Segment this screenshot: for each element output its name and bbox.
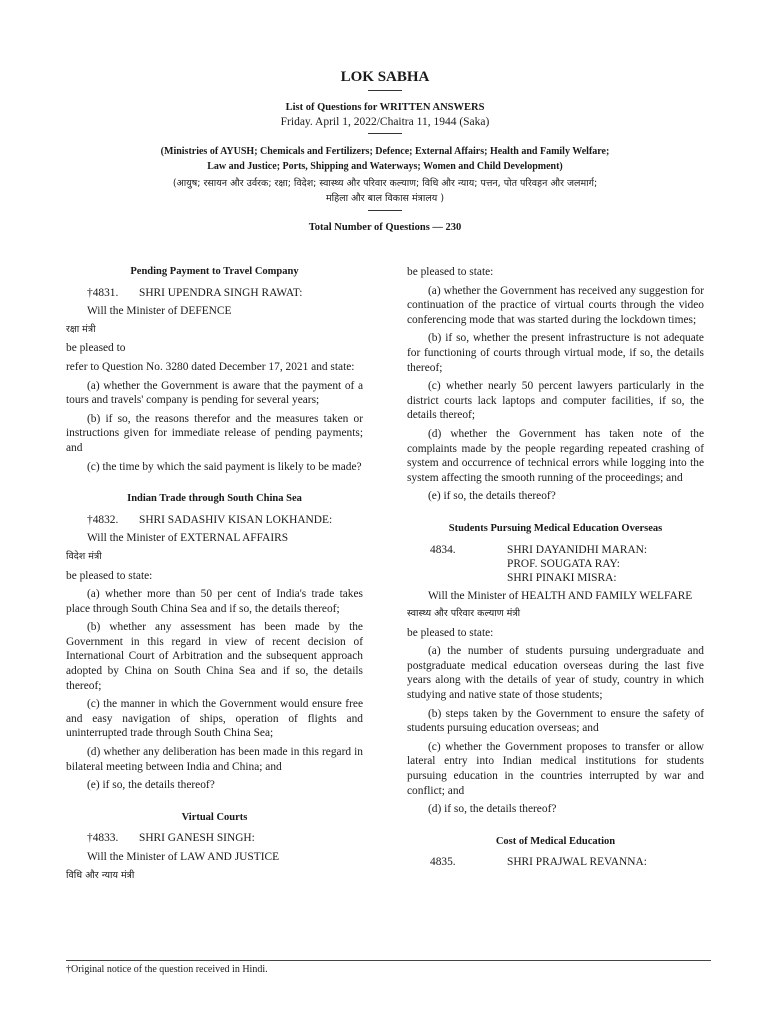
minister-line: Will the Minister of HEALTH AND FAMILY WELFARE <box>428 589 693 602</box>
hindi-ministries-line-2: महिला और बाल विकास मंत्रालय ) <box>325 193 445 204</box>
question-number: 4834. <box>430 543 456 556</box>
right-column <box>407 265 704 874</box>
member-name: SHRI SADASHIV KISAN LOKHANDE: <box>139 513 333 526</box>
hindi-ministries-list <box>0 176 770 206</box>
footnote: †Original notice of the question received in Hindi. <box>66 964 268 975</box>
page-title: LOK SABHA <box>340 69 430 85</box>
section-title: Virtual Courts <box>181 811 248 823</box>
question-line <box>66 513 363 528</box>
ministries-rule <box>368 210 402 211</box>
date-line: Friday. April 1, 2022/Chaitra 11, 1944 (Saka) <box>280 116 490 128</box>
hindi-minister: रक्षा मंत्री <box>66 323 96 335</box>
member-name: SHRI GANESH SINGH: <box>139 832 255 845</box>
section-title: Students Pursuing Medical Education Overseas <box>448 522 663 534</box>
part-b: (b) steps taken by the Government to ensure the safety of students pursuing education overseas; and <box>407 707 704 735</box>
question-line <box>66 286 363 301</box>
total-questions: Total Number of Questions — 230 <box>308 222 462 233</box>
section-title: Cost of Medical Education <box>495 835 616 847</box>
left-column <box>66 265 363 887</box>
member-name: SHRI DAYANIDHI MARAN: <box>507 543 648 556</box>
hindi-minister: स्वास्थ्य और परिवार कल्याण मंत्री <box>407 608 521 620</box>
part-b: (b) if so, the reasons therefor and the measures taken or instructions given for immediate release of pending payments; and <box>66 412 363 454</box>
part-a: (a) whether the Government has received any suggestion for continuation of the practice of virtual courts through the video conferencing mode that was started during the lockdown times; <box>407 284 704 326</box>
part-a: (a) whether the Government is aware that the payment of a tours and travels' company is pending for several years; <box>66 379 363 407</box>
part-e: (e) if so, the details thereof? <box>428 490 556 503</box>
question-number: 4835. <box>430 856 456 869</box>
question-line <box>407 543 704 585</box>
pleased-line: be pleased to state: <box>66 569 153 582</box>
page-header <box>0 68 770 236</box>
member-name: SHRI PRAJWAL REVANNA: <box>507 856 647 869</box>
ministries-line-2: Law and Justice; Ports, Shipping and Waterways; Women and Child Development) <box>207 161 563 172</box>
pleased-line: be pleased to state: <box>407 626 494 639</box>
question-line <box>66 831 363 846</box>
member-name: SHRI UPENDRA SINGH RAWAT: <box>139 286 303 299</box>
part-c: (c) the manner in which the Government would ensure free and easy navigation of ships, operation of flights and uninterrupted trade through South China Sea; <box>66 698 363 740</box>
section-title: Pending Payment to Travel Company <box>130 266 299 277</box>
part-c: (c) the time by which the said payment is likely to be made? <box>87 460 362 473</box>
part-c: (c) whether nearly 50 percent lawyers particularly in the district courts lack laptops and computer facilities, if so, the details thereof; <box>407 380 704 422</box>
refer-line: refer to Question No. 3280 dated December 17, 2021 and state: <box>66 360 355 373</box>
ministries-line-1: (Ministries of AYUSH; Chemicals and Fertilizers; Defence; External Affairs; Health and Family Welfare; <box>160 146 610 157</box>
question-number: †4833. <box>87 832 119 845</box>
footnote-rule <box>66 960 711 961</box>
ministries-list <box>0 144 770 174</box>
part-a: (a) the number of students pursuing undergraduate and postgraduate medical education overseas during the last five years along with the details of year of study, country in which studying and native state of those students; <box>407 645 704 702</box>
part-e: (e) if so, the details thereof? <box>87 779 215 792</box>
member-name: PROF. SOUGATA RAY: <box>507 557 620 570</box>
minister-line: Will the Minister of EXTERNAL AFFAIRS <box>87 532 289 545</box>
part-b: (b) whether any assessment has been made by the Government in this regard in view of recent decision of International Court of Arbitration and the subsequent approach adopted by China on South China Sea and if so, the details thereof; <box>66 621 363 692</box>
title-rule <box>368 90 402 91</box>
section-title: Indian Trade through South China Sea <box>127 493 302 505</box>
hindi-minister: विदेश मंत्री <box>66 550 102 562</box>
question-number: †4831. <box>87 286 119 299</box>
pleased-line: be pleased to <box>66 342 126 355</box>
date-rule <box>368 133 402 134</box>
part-d: (d) whether the Government has taken note of the complaints made by the people regarding repeated crashing of system and occurrence of technical errors while logging into the system affecting the smooth running of the proceedings; and <box>407 427 704 484</box>
hindi-ministries-line-1: (आयुष; रसायन और उर्वरक; रक्षा; विदेश; स्वास्थ्य और परिवार कल्याण; विधि और न्याय; पत्तन, पोत परिवहन और जलमार्ग; <box>172 178 598 189</box>
part-d: (d) whether any deliberation has been made in this regard in bilateral meeting between India and China; and <box>66 746 363 773</box>
question-number: †4832. <box>87 513 119 526</box>
member-name: SHRI PINAKI MISRA: <box>507 571 617 584</box>
list-title: List of Questions for WRITTEN ANSWERS <box>285 102 485 113</box>
part-a: (a) whether more than 50 per cent of India's trade takes place through South China Sea and if so, the details thereof; <box>66 588 363 615</box>
part-c: (c) whether the Government proposes to transfer or allow lateral entry into Indian medical institutions for students pursuing education in the countries interrupted by war and conflict; and <box>407 740 704 797</box>
part-d: (d) if so, the details thereof? <box>428 803 557 816</box>
hindi-minister: विधि और न्याय मंत्री <box>66 869 135 881</box>
member-list <box>507 543 704 585</box>
question-line <box>407 855 704 870</box>
minister-line: Will the Minister of LAW AND JUSTICE <box>87 851 280 863</box>
part-b: (b) if so, whether the present infrastructure is not adequate for functioning of courts through virtual mode, if so, the details thereof; <box>407 332 704 374</box>
pleased-line: be pleased to state: <box>407 266 494 278</box>
minister-line: Will the Minister of DEFENCE <box>87 305 232 318</box>
